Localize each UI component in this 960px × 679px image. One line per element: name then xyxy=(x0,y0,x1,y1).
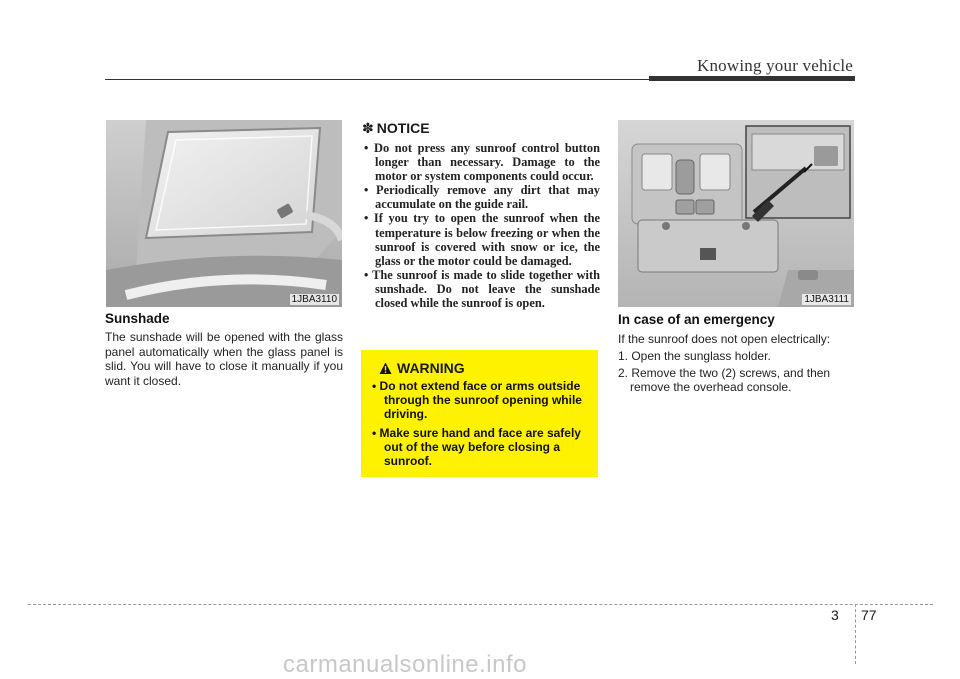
warning-triangle-icon xyxy=(379,362,392,378)
footer-rule xyxy=(28,604,933,605)
section-title: Knowing your vehicle xyxy=(696,56,853,75)
footer-divider xyxy=(855,604,856,664)
notice-star-icon: ✽ xyxy=(362,121,374,137)
notice-item: • If you try to open the sunroof when the temperature is below freezing or when the sunroof is covered with snow or ice, the glass or the motor could be damaged. xyxy=(364,211,601,268)
notice-item: • The sunroof is made to slide together with sunshade. Do not leave the sunshade closed while the sunroof is open. xyxy=(364,267,600,311)
warning-title: WARNING xyxy=(397,360,465,376)
sunshade-heading: Sunshade xyxy=(105,311,170,326)
warning-item: • Make sure hand and face are safely out of the way before closing a sunroof. xyxy=(372,426,581,468)
emergency-steps xyxy=(618,349,856,397)
emergency-step: 1. Open the sunglass holder. xyxy=(618,349,771,363)
photo-code-label: 1JBA3110 xyxy=(291,294,337,305)
emergency-intro: If the sunroof does not open electrically: xyxy=(618,332,831,346)
warning-box xyxy=(361,350,598,477)
notice-title: NOTICE xyxy=(376,120,430,136)
emergency-step: 2. Remove the two (2) screws, and then remove the overhead console. xyxy=(618,365,831,394)
warning-heading xyxy=(379,360,465,378)
notice-item: • Periodically remove any dirt that may accumulate on the guide rail. xyxy=(364,183,600,212)
warning-item: • Do not extend face or arms outside through the sunroof opening while driving. xyxy=(372,379,582,421)
chapter-number: 3 xyxy=(831,607,839,623)
header-rule-accent xyxy=(649,76,855,81)
notice-list xyxy=(364,141,600,310)
warning-list xyxy=(372,379,590,473)
sunshade-paragraph: The sunshade will be opened with the glass panel automatically when the glass panel is slid. You will have to close it manually if you want it closed. xyxy=(105,330,343,388)
watermark: carmanualsonline.info xyxy=(283,651,527,678)
notice-heading xyxy=(362,120,430,137)
overhead-console-photo xyxy=(618,120,854,307)
notice-item: • Do not press any sunroof control button longer than necessary. Damage to the motor or system components could occur. xyxy=(364,141,600,184)
page-number: 77 xyxy=(861,607,877,623)
photo-code-label: 1JBA3111 xyxy=(804,294,849,305)
emergency-heading: In case of an emergency xyxy=(618,312,775,327)
sunshade-photo xyxy=(106,120,342,307)
